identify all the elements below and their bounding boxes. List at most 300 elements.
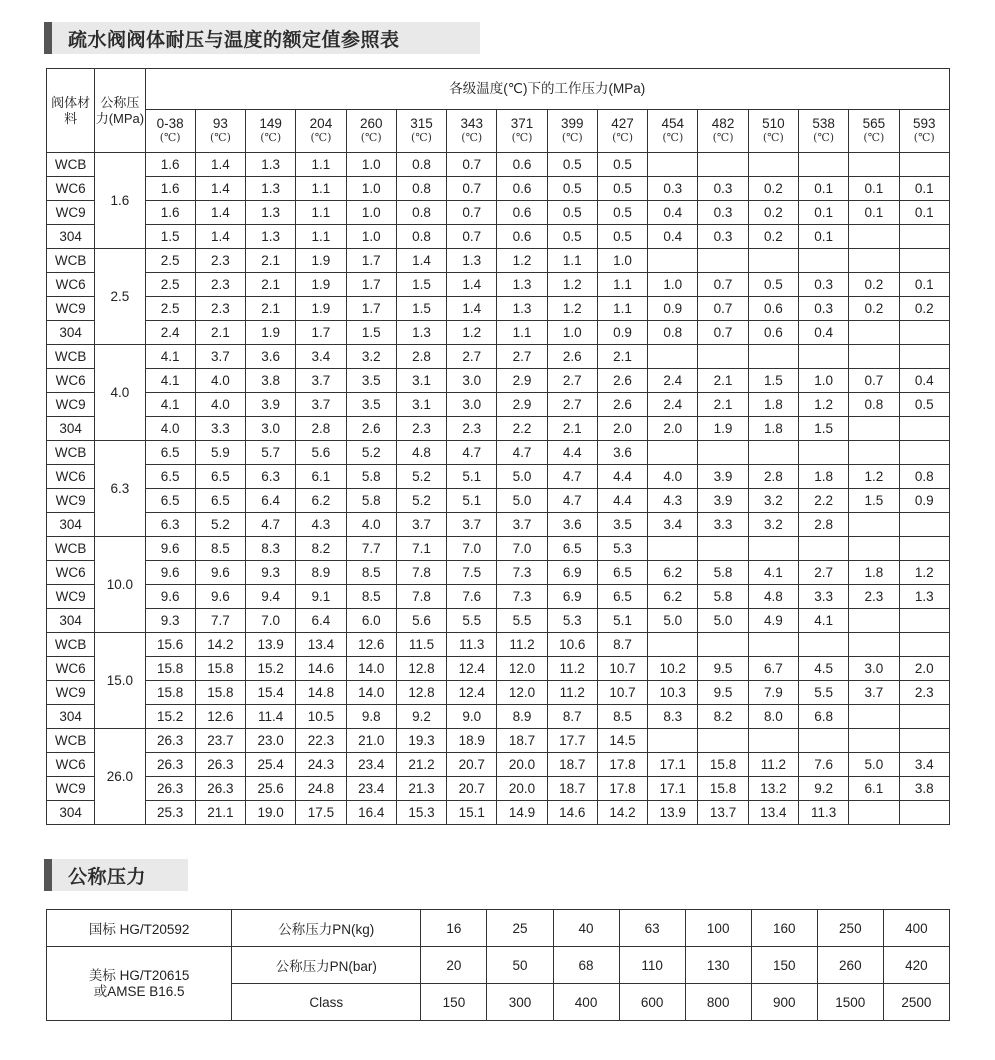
pressure-value-cell: 1.7 bbox=[346, 273, 396, 297]
pressure-value-cell: 1.1 bbox=[296, 225, 346, 249]
nominal-pressure-cell: 1.6 bbox=[95, 153, 145, 249]
standard-us-line: 美标 HG/T20615 bbox=[88, 967, 190, 983]
pressure-value-cell: 2.4 bbox=[648, 369, 698, 393]
pressure-value-cell: 2.8 bbox=[396, 345, 446, 369]
material-cell: WCB bbox=[47, 153, 95, 177]
pressure-value-cell: 1.3 bbox=[246, 153, 296, 177]
header-working-pressure-group: 各级温度(℃)下的工作压力(MPa) bbox=[145, 69, 949, 110]
pressure-value-cell: 21.1 bbox=[195, 801, 245, 825]
pressure-value-cell: 5.6 bbox=[396, 609, 446, 633]
pressure-value-cell: 6.3 bbox=[246, 465, 296, 489]
pressure-value-cell: 4.8 bbox=[748, 585, 798, 609]
pressure-value-cell: 2.5 bbox=[145, 249, 195, 273]
pressure-value-cell: 0.2 bbox=[849, 273, 899, 297]
temperature-header bbox=[899, 110, 950, 153]
pressure-value-cell: 1.3 bbox=[246, 201, 296, 225]
pressure-value-cell: 4.4 bbox=[597, 465, 647, 489]
pressure-value-cell: 8.2 bbox=[698, 705, 748, 729]
nominal-table-body bbox=[47, 910, 950, 1021]
pressure-value-cell: 2.7 bbox=[447, 345, 497, 369]
pressure-value-cell: 1.0 bbox=[346, 201, 396, 225]
pressure-value-cell: 19.3 bbox=[396, 729, 446, 753]
pressure-value-cell: 8.5 bbox=[597, 705, 647, 729]
pressure-value-cell: 0.4 bbox=[648, 201, 698, 225]
pressure-value-cell: 1.3 bbox=[899, 585, 950, 609]
pressure-value-cell: 5.1 bbox=[447, 489, 497, 513]
table-row bbox=[47, 393, 950, 417]
pressure-value-cell: 0.6 bbox=[497, 177, 547, 201]
value-cell: 20 bbox=[421, 947, 487, 984]
table-row bbox=[47, 201, 950, 225]
pressure-value-cell: 2.0 bbox=[899, 657, 950, 681]
pressure-value-cell: 4.1 bbox=[145, 369, 195, 393]
temperature-value: 204 bbox=[309, 116, 333, 131]
material-cell: WC6 bbox=[47, 273, 95, 297]
pressure-value-cell: 7.7 bbox=[195, 609, 245, 633]
pressure-value-cell: 17.7 bbox=[547, 729, 597, 753]
pressure-value-cell: 0.6 bbox=[497, 153, 547, 177]
pressure-value-cell: 0.8 bbox=[396, 153, 446, 177]
pressure-value-cell: 1.2 bbox=[899, 561, 950, 585]
pressure-value-cell: 1.3 bbox=[246, 225, 296, 249]
temperature-unit: (℃) bbox=[411, 131, 432, 144]
pressure-value-cell: 1.5 bbox=[396, 273, 446, 297]
pressure-value-cell bbox=[798, 345, 848, 369]
table-row bbox=[47, 489, 950, 513]
value-cell: 130 bbox=[685, 947, 751, 984]
pressure-value-cell: 0.8 bbox=[396, 201, 446, 225]
pressure-value-cell: 8.9 bbox=[296, 561, 346, 585]
pressure-value-cell: 4.4 bbox=[547, 441, 597, 465]
pressure-value-cell: 0.1 bbox=[849, 177, 899, 201]
pressure-value-cell: 6.0 bbox=[346, 609, 396, 633]
pressure-value-cell: 6.5 bbox=[597, 561, 647, 585]
pressure-value-cell: 1.0 bbox=[648, 273, 698, 297]
pressure-value-cell: 26.3 bbox=[195, 753, 245, 777]
pressure-value-cell bbox=[798, 633, 848, 657]
pressure-value-cell bbox=[698, 153, 748, 177]
temperature-value: 343 bbox=[460, 116, 483, 131]
value-cell: 600 bbox=[619, 984, 685, 1021]
pressure-value-cell: 5.3 bbox=[597, 537, 647, 561]
pressure-value-cell: 4.7 bbox=[447, 441, 497, 465]
pressure-value-cell: 25.3 bbox=[145, 801, 195, 825]
pressure-value-cell: 1.1 bbox=[597, 273, 647, 297]
material-cell: 304 bbox=[47, 801, 95, 825]
material-cell: WC9 bbox=[47, 297, 95, 321]
pressure-value-cell: 4.5 bbox=[798, 657, 848, 681]
pressure-value-cell: 5.8 bbox=[698, 585, 748, 609]
temperature-unit: (℃) bbox=[159, 131, 181, 144]
pressure-value-cell: 15.8 bbox=[698, 753, 748, 777]
pressure-value-cell: 13.2 bbox=[748, 777, 798, 801]
pressure-value-cell: 7.0 bbox=[246, 609, 296, 633]
pressure-value-cell: 3.9 bbox=[698, 465, 748, 489]
temperature-header bbox=[597, 110, 647, 153]
pressure-value-cell: 2.6 bbox=[597, 369, 647, 393]
pressure-value-cell: 9.1 bbox=[296, 585, 346, 609]
pressure-value-cell: 1.1 bbox=[296, 153, 346, 177]
pressure-value-cell: 9.2 bbox=[798, 777, 848, 801]
pressure-value-cell: 1.7 bbox=[346, 249, 396, 273]
pressure-value-cell: 2.1 bbox=[698, 369, 748, 393]
header-material: 阀体材料 bbox=[47, 69, 95, 153]
temperature-header bbox=[497, 110, 547, 153]
pressure-value-cell: 13.4 bbox=[296, 633, 346, 657]
temperature-unit: (℃) bbox=[913, 131, 935, 144]
pressure-value-cell: 11.2 bbox=[748, 753, 798, 777]
pressure-value-cell bbox=[849, 321, 899, 345]
pressure-value-cell bbox=[899, 345, 950, 369]
pressure-value-cell: 2.8 bbox=[748, 465, 798, 489]
table-row bbox=[47, 297, 950, 321]
pressure-value-cell bbox=[798, 249, 848, 273]
pressure-value-cell: 4.4 bbox=[597, 489, 647, 513]
pressure-value-cell: 12.8 bbox=[396, 681, 446, 705]
pressure-value-cell bbox=[648, 633, 698, 657]
pressure-value-cell bbox=[899, 417, 950, 441]
pressure-value-cell: 2.7 bbox=[798, 561, 848, 585]
table-row bbox=[47, 249, 950, 273]
pressure-value-cell: 2.9 bbox=[497, 393, 547, 417]
pressure-value-cell bbox=[849, 417, 899, 441]
pressure-value-cell: 26.3 bbox=[145, 729, 195, 753]
pressure-value-cell: 3.5 bbox=[346, 369, 396, 393]
pressure-value-cell: 9.5 bbox=[698, 657, 748, 681]
pressure-value-cell: 9.6 bbox=[145, 561, 195, 585]
pressure-value-cell: 0.9 bbox=[597, 321, 647, 345]
material-cell: WC9 bbox=[47, 681, 95, 705]
pressure-value-cell: 10.2 bbox=[648, 657, 698, 681]
pressure-value-cell: 8.0 bbox=[748, 705, 798, 729]
pressure-value-cell: 0.5 bbox=[597, 153, 647, 177]
pressure-value-cell: 9.4 bbox=[246, 585, 296, 609]
pressure-value-cell: 2.1 bbox=[246, 297, 296, 321]
value-cell: 63 bbox=[619, 910, 685, 947]
pressure-value-cell: 14.5 bbox=[597, 729, 647, 753]
value-cell: 110 bbox=[619, 947, 685, 984]
pressure-value-cell: 21.2 bbox=[396, 753, 446, 777]
material-cell: WCB bbox=[47, 729, 95, 753]
pressure-value-cell: 7.5 bbox=[447, 561, 497, 585]
temperature-unit: (℃) bbox=[310, 131, 332, 144]
pressure-value-cell: 1.0 bbox=[346, 225, 396, 249]
pressure-value-cell: 4.3 bbox=[296, 513, 346, 537]
pressure-value-cell: 2.1 bbox=[698, 393, 748, 417]
pressure-value-cell: 9.6 bbox=[145, 537, 195, 561]
pressure-value-cell: 2.4 bbox=[145, 321, 195, 345]
pressure-value-cell: 0.8 bbox=[396, 177, 446, 201]
pressure-value-cell: 0.1 bbox=[798, 201, 848, 225]
pressure-value-cell: 1.7 bbox=[296, 321, 346, 345]
pressure-value-cell: 0.7 bbox=[849, 369, 899, 393]
pressure-value-cell: 3.2 bbox=[748, 489, 798, 513]
material-cell: WC9 bbox=[47, 585, 95, 609]
pressure-value-cell: 1.4 bbox=[195, 177, 245, 201]
pressure-value-cell: 3.4 bbox=[296, 345, 346, 369]
pressure-value-cell: 1.8 bbox=[748, 393, 798, 417]
material-cell: WC6 bbox=[47, 177, 95, 201]
pressure-value-cell: 2.7 bbox=[547, 369, 597, 393]
temperature-value: 399 bbox=[561, 116, 584, 131]
pressure-value-cell: 2.3 bbox=[195, 273, 245, 297]
pressure-value-cell: 0.6 bbox=[748, 297, 798, 321]
material-cell: WC6 bbox=[47, 369, 95, 393]
temperature-unit: (℃) bbox=[360, 131, 382, 144]
temperature-header bbox=[648, 110, 698, 153]
pressure-value-cell: 7.8 bbox=[396, 585, 446, 609]
material-cell: 304 bbox=[47, 705, 95, 729]
pressure-value-cell: 5.0 bbox=[497, 465, 547, 489]
pressure-value-cell: 4.7 bbox=[246, 513, 296, 537]
pressure-value-cell: 2.6 bbox=[346, 417, 396, 441]
pressure-value-cell: 10.7 bbox=[597, 681, 647, 705]
pressure-value-cell: 15.3 bbox=[396, 801, 446, 825]
pressure-value-cell: 26.3 bbox=[145, 777, 195, 801]
temperature-value: 482 bbox=[711, 116, 735, 131]
pressure-value-cell: 1.6 bbox=[145, 177, 195, 201]
pressure-value-cell: 3.6 bbox=[547, 513, 597, 537]
table-row bbox=[47, 585, 950, 609]
pressure-value-cell: 6.9 bbox=[547, 585, 597, 609]
pressure-value-cell bbox=[748, 441, 798, 465]
pressure-value-cell: 18.9 bbox=[447, 729, 497, 753]
pressure-value-cell: 15.8 bbox=[698, 777, 748, 801]
pressure-value-cell: 10.5 bbox=[296, 705, 346, 729]
pressure-value-cell: 11.2 bbox=[547, 657, 597, 681]
pressure-value-cell: 20.7 bbox=[447, 753, 497, 777]
material-cell: WC6 bbox=[47, 753, 95, 777]
pressure-value-cell: 1.2 bbox=[447, 321, 497, 345]
pressure-value-cell: 13.9 bbox=[648, 801, 698, 825]
pressure-value-cell: 5.8 bbox=[346, 465, 396, 489]
pressure-value-cell: 7.0 bbox=[497, 537, 547, 561]
material-cell: WCB bbox=[47, 441, 95, 465]
pressure-value-cell: 3.6 bbox=[597, 441, 647, 465]
pressure-value-cell: 6.2 bbox=[648, 585, 698, 609]
pressure-value-cell: 22.3 bbox=[296, 729, 346, 753]
temperature-value: 565 bbox=[862, 116, 886, 131]
pressure-value-cell bbox=[899, 225, 950, 249]
pressure-value-cell: 14.9 bbox=[497, 801, 547, 825]
value-cell: 250 bbox=[817, 910, 883, 947]
pressure-value-cell: 5.2 bbox=[396, 465, 446, 489]
pressure-value-cell bbox=[899, 801, 950, 825]
nominal-pressure-table bbox=[46, 909, 950, 1021]
pressure-value-cell: 11.4 bbox=[246, 705, 296, 729]
pressure-value-cell: 0.8 bbox=[396, 225, 446, 249]
pressure-value-cell: 2.6 bbox=[547, 345, 597, 369]
pressure-value-cell: 2.1 bbox=[195, 321, 245, 345]
temperature-header bbox=[145, 110, 195, 153]
pressure-value-cell: 6.5 bbox=[195, 489, 245, 513]
pressure-value-cell: 2.1 bbox=[597, 345, 647, 369]
pressure-value-cell: 12.6 bbox=[195, 705, 245, 729]
pressure-value-cell: 5.0 bbox=[849, 753, 899, 777]
pressure-value-cell: 14.0 bbox=[346, 657, 396, 681]
pressure-value-cell: 0.7 bbox=[447, 153, 497, 177]
table-row bbox=[47, 225, 950, 249]
pressure-value-cell bbox=[748, 633, 798, 657]
table-row bbox=[47, 441, 950, 465]
pressure-value-cell bbox=[899, 705, 950, 729]
pressure-value-cell: 20.7 bbox=[447, 777, 497, 801]
pressure-value-cell: 0.6 bbox=[497, 201, 547, 225]
temperature-value: 0-38 bbox=[156, 116, 184, 131]
pressure-value-cell: 3.7 bbox=[447, 513, 497, 537]
pressure-value-cell: 4.7 bbox=[547, 465, 597, 489]
pressure-value-cell: 3.3 bbox=[195, 417, 245, 441]
material-cell: WC6 bbox=[47, 657, 95, 681]
pressure-value-cell: 8.5 bbox=[195, 537, 245, 561]
pressure-value-cell: 4.0 bbox=[195, 369, 245, 393]
pressure-value-cell: 0.3 bbox=[698, 225, 748, 249]
material-cell: 304 bbox=[47, 609, 95, 633]
temperature-value: 510 bbox=[762, 116, 785, 131]
pressure-value-cell: 9.2 bbox=[396, 705, 446, 729]
pressure-value-cell: 0.2 bbox=[748, 201, 798, 225]
value-cell: 50 bbox=[487, 947, 553, 984]
pressure-value-cell: 26.3 bbox=[195, 777, 245, 801]
pressure-value-cell: 17.5 bbox=[296, 801, 346, 825]
pressure-value-cell: 1.1 bbox=[497, 321, 547, 345]
pressure-value-cell: 6.5 bbox=[547, 537, 597, 561]
nominal-pressure-cell: 15.0 bbox=[95, 633, 145, 729]
pressure-value-cell bbox=[899, 153, 950, 177]
pressure-value-cell: 1.1 bbox=[296, 201, 346, 225]
pressure-value-cell: 20.0 bbox=[497, 777, 547, 801]
value-cell: 1500 bbox=[817, 984, 883, 1021]
pressure-value-cell: 2.8 bbox=[296, 417, 346, 441]
pressure-value-cell: 11.5 bbox=[396, 633, 446, 657]
temperature-unit: (℃) bbox=[863, 131, 885, 144]
pressure-value-cell: 18.7 bbox=[547, 777, 597, 801]
material-cell: WC9 bbox=[47, 393, 95, 417]
pressure-value-cell bbox=[798, 537, 848, 561]
pressure-value-cell: 0.2 bbox=[748, 177, 798, 201]
pressure-value-cell: 23.4 bbox=[346, 777, 396, 801]
pressure-value-cell: 1.2 bbox=[849, 465, 899, 489]
pressure-value-cell bbox=[648, 249, 698, 273]
pressure-value-cell: 4.3 bbox=[648, 489, 698, 513]
pressure-value-cell: 4.7 bbox=[497, 441, 547, 465]
pressure-value-cell bbox=[798, 729, 848, 753]
pressure-value-cell: 3.2 bbox=[748, 513, 798, 537]
pressure-value-cell: 0.6 bbox=[497, 225, 547, 249]
pressure-value-cell: 9.6 bbox=[195, 561, 245, 585]
row-label-cell: Class bbox=[232, 984, 421, 1021]
pressure-value-cell: 1.3 bbox=[246, 177, 296, 201]
pressure-value-cell: 1.4 bbox=[447, 297, 497, 321]
pressure-value-cell: 3.1 bbox=[396, 393, 446, 417]
pressure-value-cell: 0.9 bbox=[648, 297, 698, 321]
pressure-value-cell: 6.5 bbox=[145, 441, 195, 465]
pressure-value-cell: 1.0 bbox=[597, 249, 647, 273]
pressure-value-cell: 21.0 bbox=[346, 729, 396, 753]
pressure-value-cell: 8.7 bbox=[597, 633, 647, 657]
pressure-value-cell: 1.4 bbox=[195, 225, 245, 249]
pressure-value-cell: 18.7 bbox=[547, 753, 597, 777]
pressure-value-cell bbox=[698, 441, 748, 465]
pressure-value-cell: 5.8 bbox=[698, 561, 748, 585]
pressure-value-cell: 9.0 bbox=[447, 705, 497, 729]
pressure-value-cell: 2.5 bbox=[145, 297, 195, 321]
pressure-value-cell: 9.3 bbox=[145, 609, 195, 633]
pressure-value-cell: 3.4 bbox=[899, 753, 950, 777]
pressure-value-cell: 11.2 bbox=[547, 681, 597, 705]
pressure-value-cell: 6.8 bbox=[798, 705, 848, 729]
section-header-rating bbox=[44, 22, 480, 54]
pressure-value-cell: 1.8 bbox=[748, 417, 798, 441]
pressure-value-cell: 2.7 bbox=[497, 345, 547, 369]
pressure-value-cell: 1.8 bbox=[849, 561, 899, 585]
pressure-value-cell bbox=[748, 153, 798, 177]
table-row bbox=[47, 369, 950, 393]
table-body bbox=[47, 153, 950, 825]
pressure-value-cell bbox=[849, 249, 899, 273]
pressure-value-cell: 0.2 bbox=[849, 297, 899, 321]
pressure-value-cell: 3.0 bbox=[447, 393, 497, 417]
table-row bbox=[47, 947, 950, 984]
pressure-value-cell: 5.0 bbox=[497, 489, 547, 513]
pressure-value-cell bbox=[899, 321, 950, 345]
value-cell: 420 bbox=[883, 947, 949, 984]
pressure-value-cell: 10.6 bbox=[547, 633, 597, 657]
section-header-nominal bbox=[44, 859, 188, 891]
value-cell: 68 bbox=[553, 947, 619, 984]
temperature-unit: (℃) bbox=[511, 131, 533, 144]
pressure-value-cell bbox=[648, 441, 698, 465]
value-cell: 40 bbox=[553, 910, 619, 947]
temperature-value: 538 bbox=[812, 116, 835, 131]
table-row bbox=[47, 633, 950, 657]
pressure-value-cell: 1.3 bbox=[396, 321, 446, 345]
pressure-value-cell: 0.6 bbox=[748, 321, 798, 345]
material-cell: WCB bbox=[47, 537, 95, 561]
pressure-value-cell: 7.8 bbox=[396, 561, 446, 585]
pressure-value-cell: 19.0 bbox=[246, 801, 296, 825]
temperature-value: 593 bbox=[912, 116, 936, 131]
pressure-value-cell: 2.3 bbox=[396, 417, 446, 441]
temperature-unit: (℃) bbox=[461, 131, 483, 144]
pressure-value-cell: 1.1 bbox=[296, 177, 346, 201]
pressure-value-cell: 0.7 bbox=[447, 201, 497, 225]
table-row bbox=[47, 657, 950, 681]
table-row bbox=[47, 609, 950, 633]
value-cell: 16 bbox=[421, 910, 487, 947]
pressure-value-cell bbox=[849, 153, 899, 177]
pressure-value-cell: 2.3 bbox=[195, 249, 245, 273]
pressure-value-cell: 4.0 bbox=[346, 513, 396, 537]
pressure-value-cell: 5.1 bbox=[597, 609, 647, 633]
pressure-value-cell: 3.7 bbox=[497, 513, 547, 537]
table-row bbox=[47, 345, 950, 369]
pressure-value-cell: 6.9 bbox=[547, 561, 597, 585]
pressure-value-cell bbox=[849, 801, 899, 825]
pressure-value-cell: 0.7 bbox=[447, 225, 497, 249]
pressure-value-cell bbox=[899, 729, 950, 753]
pressure-value-cell: 1.2 bbox=[497, 249, 547, 273]
temperature-header bbox=[296, 110, 346, 153]
pressure-value-cell bbox=[849, 345, 899, 369]
material-cell: WC6 bbox=[47, 561, 95, 585]
nominal-pressure-cell: 4.0 bbox=[95, 345, 145, 441]
pressure-value-cell: 7.0 bbox=[447, 537, 497, 561]
pressure-value-cell: 11.3 bbox=[447, 633, 497, 657]
temperature-value: 260 bbox=[359, 116, 383, 131]
standard-gb-cell: 国标 HG/T20592 bbox=[47, 910, 232, 947]
pressure-value-cell: 12.0 bbox=[497, 657, 547, 681]
